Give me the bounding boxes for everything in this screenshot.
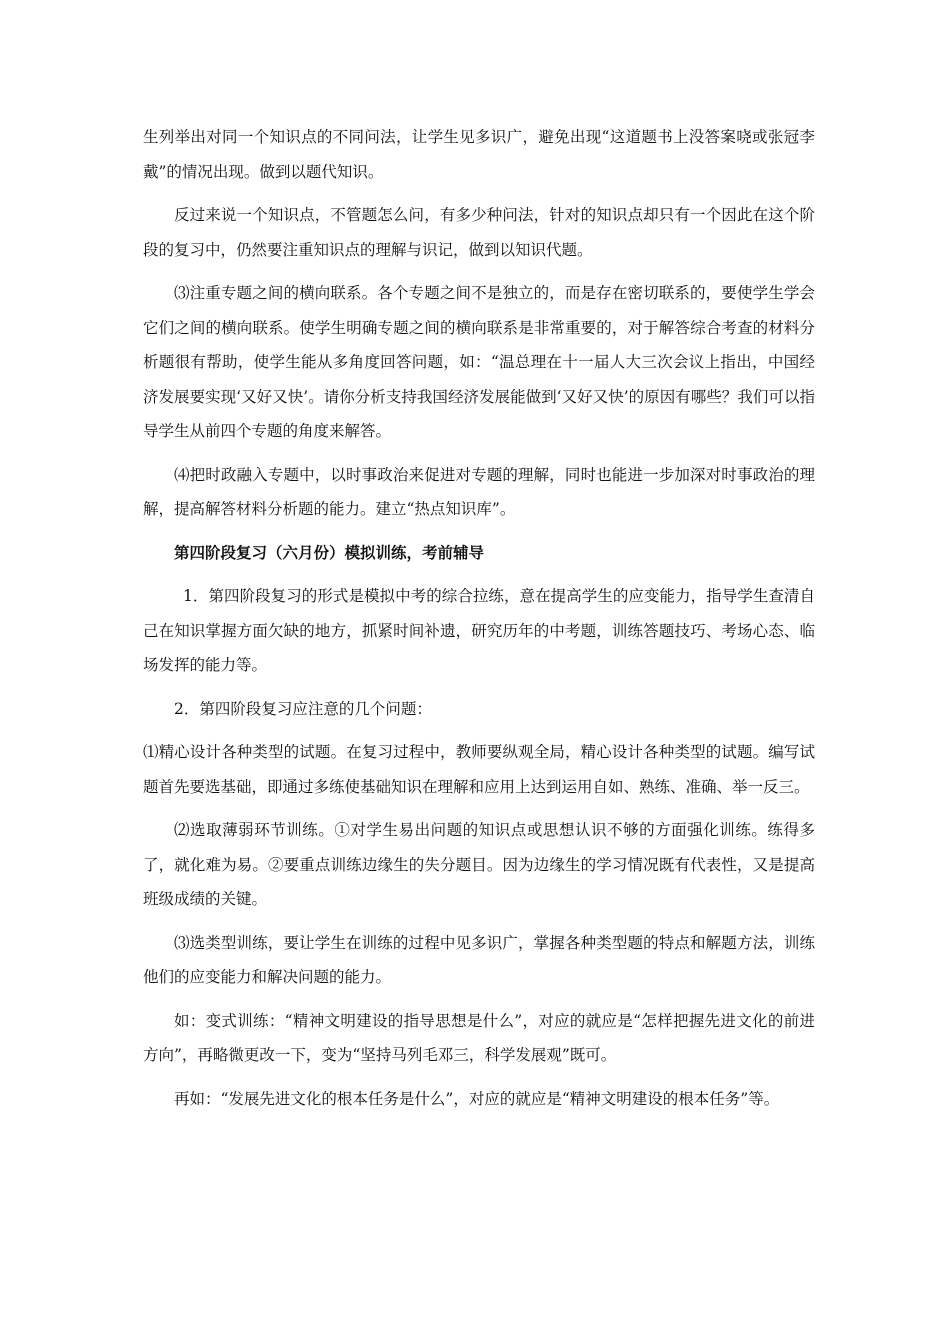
paragraph-11: 如：变式训练：“精神文明建设的指导思想是什么”，对应的就应是“怎样把握先进文化的前进方向”，再略微更改一下，变为“坚持马列毛邓三，科学发展观”既可。: [143, 1011, 815, 1064]
paragraph-2: 反过来说一个知识点，不管题怎么问，有多少种问法，针对的知识点却只有一个因此在这个阶段的复习中，仍然要注重知识点的理解与识记，做到以知识代题。: [143, 206, 815, 259]
paragraph-6: 1．第四阶段复习的形式是模拟中考的综合拉练，意在提高学生的应变能力，指导学生查清自己在知识掌握方面欠缺的地方，抓紧时间补遗，研究历年的中考题，训练答题技巧、考场心态、临场发挥的能力等。: [143, 587, 815, 674]
paragraph-8: ⑴精心设计各种类型的试题。在复习过程中，教师要纵观全局，精心设计各种类型的试题。编写试题首先要选基础，即通过多练使基础知识在理解和应用上达到运用自如、熟练、准确、举一反三。: [143, 743, 815, 796]
paragraph-10: ⑶选类型训练，要让学生在训练的过程中见多识广，掌握各种类型题的特点和解题方法，训练他们的应变能力和解决问题的能力。: [143, 933, 815, 986]
paragraph-7: 2．第四阶段复习应注意的几个问题：: [174, 699, 432, 718]
document-page: [143, 120, 815, 1125]
section-heading: 第四阶段复习（六月份）模拟训练，考前辅导: [174, 542, 485, 562]
paragraph-12: 再如：“发展先进文化的根本任务是什么”，对应的就应是“精神文明建设的根本任务”等。: [174, 1089, 780, 1108]
paragraph-1: 生列举出对同一个知识点的不同问法，让学生见多识广，避免出现“这道题书上没答案哓或张冠李戴”的情况出现。做到以题代知识。: [143, 128, 815, 181]
paragraph-3: ⑶注重专题之间的横向联系。各个专题之间不是独立的，而是存在密切联系的，要使学生学会它们之间的横向联系。使学生明确专题之间的横向联系是非常重要的，对于解答综合考查的材料分析题很有帮助，使学生能从多角度回答问题，如：“温总理在十一届人大三次会议上指出，中国经济发展要实现‘又好又快’。请你分析支持我国经济发展能做到‘又好又快’的原因有哪些？我们可以指导学生从前四个专题的角度来解答。: [143, 284, 815, 440]
paragraph-4: ⑷把时政融入专题中，以时事政治来促进对专题的理解，同时也能进一步加深对时事政治的理解，提高解答材料分析题的能力。建立“热点知识库”。: [143, 465, 815, 518]
paragraph-9: ⑵选取薄弱环节训练。①对学生易出问题的知识点或思想认识不够的方面强化训练。练得多了，就化难为易。②要重点训练边缘生的失分题目。因为边缘生的学习情况既有代表性，又是提高班级成绩的关键。: [143, 821, 815, 908]
